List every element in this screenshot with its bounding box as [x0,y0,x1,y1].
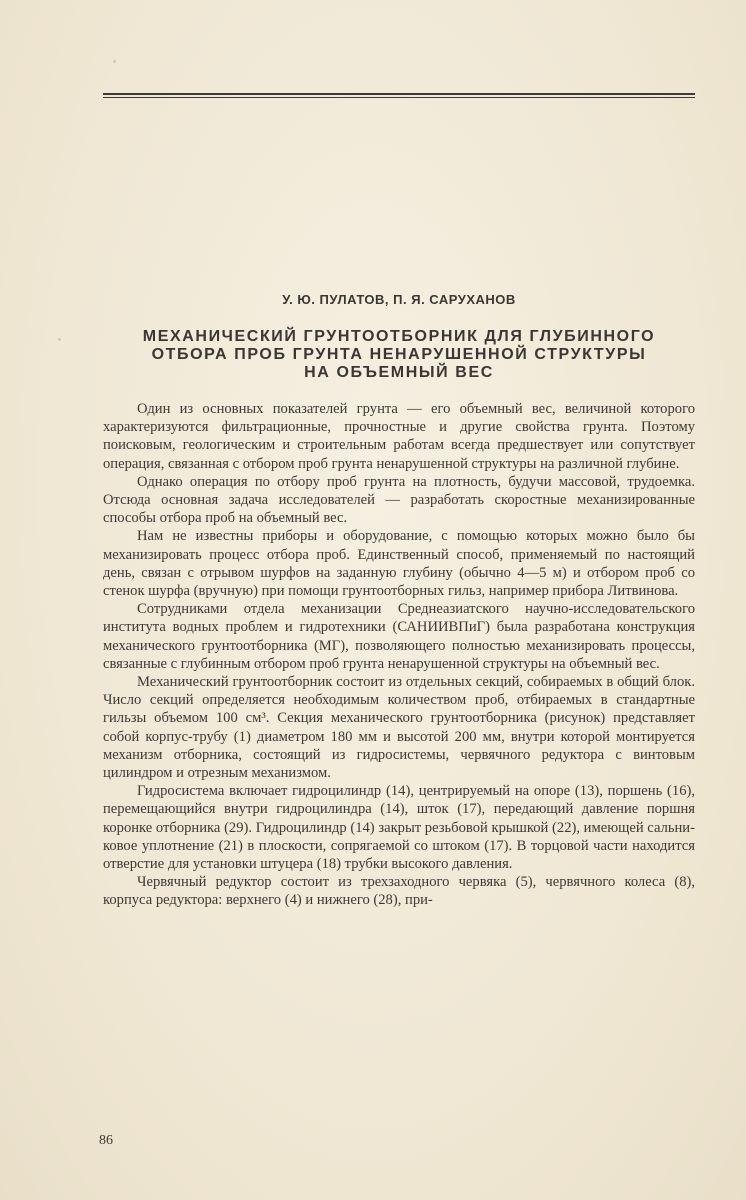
article-body [103,400,695,910]
paragraph-1: Один из основных показателей грунта — его объемный вес, величиной которого характеризуются фильтрационные, прочностные и другие свойства грунта. Поэтому поисковым, геологическим и строительным работам всегда предшествует или сопутствует операция, связанная с отбором проб грунта ненарушенной структуры на различной глубине. [103,401,695,472]
paragraph-4: Сотрудниками отдела механизации Среднеазиатского научно-исследовательского института водных проблем и гидротехники (САНИИВПиГ) была разработана конструкция механического грунтоотборника (МГ), позволяющего полностью механизировать процессы, связанные с глубинным отбором проб грунта ненарушенной структуры на объемный вес. [103,601,695,672]
paragraph-3: Нам не известны приборы и оборудование, с помощью которых можно было бы механизировать процесс отбора проб. Единственный способ, применяемый по настоящий день, связан с отрывом шурфов на заданную глубину (обычно 4—5 м) и отбором проб со стенок шурфа (вручную) при помощи грунтоотборных гильз, например прибора Литвинова. [103,528,695,600]
article-authors: У. Ю. ПУЛАТОВ, П. Я. САРУХАНОВ [282,292,516,307]
paragraph-2: Однако операция по отбору проб грунта на плотность, будучи массовой, трудоемка. Отсюда основная задача исследователей — разработать скоростные механизированные способы отбора проб на объемный вес. [103,473,695,527]
header-rule-thin [103,97,695,98]
paragraph-5: Механический грунтоотборник состоит из отдельных секций, собираемых в общий блок. Число секций определяется необходимым количеством проб, отбираемых в стандартные гильзы объемом 100 см³. Секция механического грунтоотборника (рисунок) представляет собой корпус-трубу (1) диаметром 180 мм и высотой 200 мм, внутри которой монтируется механизм отборника, состоящий из гидросистемы, червячного редуктора с винтовым цилиндром и отрезным механизмом. [103,674,695,782]
page-number: 86 [99,1133,113,1148]
paper-speck [113,60,116,63]
article-title [103,328,695,382]
paper-speck [58,338,61,341]
header-rule-thick [103,93,695,95]
article-title-line-2: ОТБОРА ПРОБ ГРУНТА НЕНАРУШЕННОЙ СТРУКТУРЫ [151,346,647,363]
paragraph-6: Гидросистема включает гидроцилиндр (14), центрируемый на опоре (13), поршень (16), перемещающийся внутри гидроцилиндра (14), шток (17), передающий давление поршня коронке отборника (29). Гидроцилиндр (14) закрыт резьбовой крышкой (22), имеющей сальниковое уплотнение (21) в плоскости, сопрягаемой со штоком (17). В торцовой части находится отверстие для установки штуцера (18) трубки высокого давления. [103,783,695,873]
paragraph-7: Червячный редуктор состоит из трехзаходного червяка (5), червячного колеса (8), корпуса редуктора: верхнего (4) и нижнего (28), при- [103,874,695,909]
article-title-line-1: МЕХАНИЧЕСКИЙ ГРУНТООТБОРНИК ДЛЯ ГЛУБИННОГО [142,328,656,345]
article-title-line-3: НА ОБЪЕМНЫЙ ВЕС [304,364,494,381]
